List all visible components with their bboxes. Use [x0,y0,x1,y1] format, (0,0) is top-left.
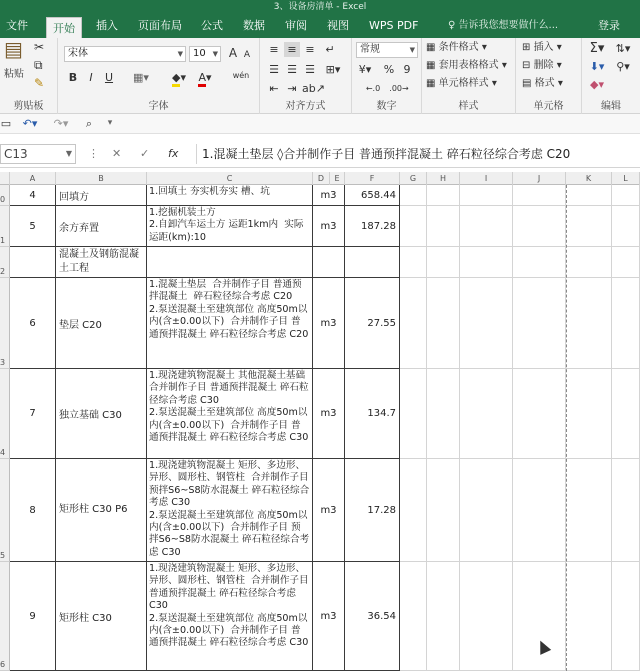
align-right-icon[interactable]: ☰ [305,63,315,76]
cell-item-no[interactable]: 9 [10,562,56,671]
percent-button[interactable]: % [383,63,395,76]
shrink-font-button[interactable]: A [243,50,251,60]
empty-cell[interactable] [566,206,612,247]
cell-item-no[interactable] [10,247,56,278]
number-format-select[interactable] [356,42,418,58]
decrease-decimal-icon[interactable]: .00→ [389,84,409,93]
empty-cell[interactable] [460,278,513,369]
empty-cell[interactable] [427,278,460,369]
delete-cells-label: 删除 [533,60,554,71]
align-top-icon[interactable]: ≡ [269,43,279,56]
column-header-b[interactable]: B [56,172,147,185]
clipboard-label: 剪贴板 [13,101,44,112]
cell-unit[interactable]: m3 [313,562,345,671]
cell-quantity[interactable]: 17.28 [345,459,400,562]
column-header-c[interactable]: C [147,172,313,185]
chevron-down-icon: ▼ [212,50,218,58]
group-clipboard [0,38,58,114]
page-break-line [566,185,567,671]
group-number [352,38,422,114]
copy-icon[interactable]: ⧉ [34,58,43,72]
cell-quantity[interactable]: 27.55 [345,278,400,369]
table-icon: ▦ [426,60,439,71]
cell-item-name[interactable]: 矩形柱 C30 [56,562,147,671]
conditional-format-icon: ▦ [426,42,439,53]
cell-styles-icon: ▦ [426,78,439,89]
empty-cell[interactable] [566,278,612,369]
chevron-down-icon: ▼ [177,50,183,58]
cell-description[interactable]: 1.现浇建筑物混凝土 其他混凝土基础 合并制作子目 普通预拌混凝土 碎石粒径综合考虑 C30 2.泵送混凝土至建筑部位 高度50m以内(含±0.00以下) 合并制作子目 普通预拌混凝土 碎石粒径综合考虑 C30 [147,369,313,459]
tab-home[interactable]: 开始 [46,17,82,38]
tab-insert[interactable]: 插入 [96,19,118,32]
empty-cell[interactable] [460,369,513,459]
empty-cell[interactable] [612,459,640,562]
window-title: 3、设备房清单 - Excel [0,0,640,14]
align-middle-icon[interactable]: ≡ [284,42,300,57]
row-header[interactable] [0,562,10,671]
select-all-corner[interactable] [0,172,10,185]
more-icon: ⋮ [88,147,99,160]
column-headers [0,172,640,185]
row-header[interactable] [0,369,10,459]
empty-cell[interactable] [513,278,566,369]
conditional-format-button[interactable]: ▦ 条件格式 ▾ [426,42,487,53]
row-header[interactable] [0,247,10,278]
group-editing [582,38,640,114]
column-header-i[interactable]: I [460,172,513,185]
empty-cell[interactable] [566,247,612,278]
empty-cell[interactable] [513,459,566,562]
cell-item-no[interactable]: 4 [10,185,56,206]
decrease-indent-icon[interactable]: ⇤ [269,82,279,95]
tab-page-layout[interactable]: 页面布局 [138,19,182,32]
lightbulb-icon: ♀ [448,20,459,31]
column-header-e[interactable]: E [330,172,345,185]
font-color-icon[interactable]: A▾ [194,70,216,85]
align-center-icon[interactable]: ☰ [287,63,297,76]
number-label: 数字 [376,101,397,112]
ribbon [0,38,640,114]
sort-filter-icon[interactable]: ⇅▾ [615,42,631,55]
cell-styles-button[interactable]: ▦ 单元格样式 ▾ [426,78,497,89]
cell-description[interactable]: 1.挖掘机装土方 2.自卸汽车运土方 运距1km内 实际运距(km):10 [147,206,313,247]
empty-cell[interactable] [427,247,460,278]
row-header[interactable] [0,185,10,206]
font-name-select[interactable] [64,46,186,62]
empty-cell[interactable] [566,185,612,206]
enter-icon[interactable]: ✓ [140,147,150,160]
italic-button[interactable]: I [89,71,93,84]
undo-icon[interactable]: ↶▾ [22,117,38,130]
chevron-down-icon: ▼ [409,46,415,54]
cell-quantity[interactable]: 658.44 [345,185,400,206]
row-header[interactable] [0,459,10,562]
column-header-l[interactable]: L [612,172,640,185]
cell-unit[interactable]: m3 [313,459,345,562]
empty-cell[interactable] [612,185,640,206]
empty-cell[interactable] [400,459,427,562]
editing-label: 编辑 [601,101,621,112]
row-number: 3 [0,358,6,367]
cell-item-no[interactable]: 7 [10,369,56,459]
redo-icon[interactable]: ↷▾ [53,117,69,130]
fill-icon[interactable]: ⬇▾ [589,60,605,73]
cell-item-name[interactable]: 混凝土及钢筋混凝土工程 [56,247,147,278]
ribbon-tabs [0,14,640,38]
cell-quantity[interactable]: 36.54 [345,562,400,671]
cell-unit[interactable]: m3 [313,278,345,369]
empty-cell[interactable] [427,369,460,459]
cell-item-no[interactable]: 6 [10,278,56,369]
row-number: 6 [0,660,6,669]
delete-icon: ⊟ [522,60,534,71]
row-number: 0 [0,195,6,204]
bold-button[interactable]: B [68,71,78,84]
font-name-value: 宋体 [68,48,88,59]
font-size-select[interactable] [189,46,221,62]
format-as-table-label: 套用表格格式 [438,60,499,71]
empty-cell[interactable] [427,459,460,562]
cell-description[interactable] [147,247,313,278]
empty-cell[interactable] [612,562,640,671]
merge-center-icon[interactable]: ⊞▾ [325,63,341,76]
borders-icon[interactable]: ▦▾ [133,71,149,84]
cell-item-name[interactable]: 回填方 [56,185,147,206]
align-left-icon[interactable]: ☰ [269,63,279,76]
cell-item-name[interactable]: 余方弃置 [56,206,147,247]
empty-cell[interactable] [460,247,513,278]
empty-cell[interactable] [400,247,427,278]
styles-label: 样式 [458,101,479,112]
fill-color-icon[interactable]: ◆▾ [168,70,190,85]
tell-me-box[interactable] [448,14,558,38]
empty-cell[interactable] [513,206,566,247]
format-icon: ▤ [522,78,535,89]
font-label: 字体 [148,101,169,112]
column-header-d[interactable]: D [313,172,330,185]
empty-cell[interactable] [427,185,460,206]
cancel-icon[interactable]: ✕ [112,147,122,160]
worksheet-grid[interactable] [0,185,640,671]
empty-cell[interactable] [460,459,513,562]
cut-icon[interactable]: ✂ [34,40,45,54]
orientation-icon[interactable]: ab↗ [302,82,325,95]
row-header[interactable] [0,206,10,247]
cell-quantity[interactable]: 134.7 [345,369,400,459]
cell-unit[interactable]: m3 [313,206,345,247]
cell-styles-label: 单元格样式 [438,78,489,89]
wrap-text-icon[interactable]: ↵ [325,43,335,56]
format-cells-label: 格式 [534,78,555,89]
group-font [58,38,260,114]
clear-icon[interactable]: ◆▾ [590,78,604,91]
font-size-value: 10 [193,48,206,59]
empty-cell[interactable] [566,562,612,671]
insert-cells-label: 插入 [533,42,554,53]
group-alignment [260,38,352,114]
format-painter-icon[interactable]: ✎ [34,76,45,90]
cell-description[interactable]: 1.回填土 夯实机夯实 槽、坑 [147,185,313,206]
cell-description[interactable]: 1.现浇建筑物混凝土 矩形、多边形、异形、圆形柱、钢管柱 合并制作子目 普通预拌混凝土 碎石粒径综合考虑 C30 2.泵送混凝土至建筑部位 高度50m以内(含±0.00以下) 合并制作子目 普通预拌混凝土 碎石粒径综合考虑 C30 [147,562,313,671]
column-header-a[interactable]: A [10,172,56,185]
group-cells [516,38,582,114]
formula-bar [0,140,640,168]
row-number: 2 [0,267,6,276]
empty-cell[interactable] [427,562,460,671]
empty-cell[interactable] [566,459,612,562]
empty-cell[interactable] [460,206,513,247]
autosum-icon[interactable]: Σ▾ [589,41,605,56]
empty-cell[interactable] [460,185,513,206]
increase-decimal-icon[interactable]: ←.0 [365,84,381,93]
underline-button[interactable]: U [104,71,114,84]
empty-cell[interactable] [513,185,566,206]
cell-description[interactable]: 1.现浇建筑物混凝土 矩形、多边形、异形、圆形柱、钢管柱 合并制作子目 预拌S6~S8防水混凝土 碎石粒径综合考虑 C30 2.泵送混凝土至建筑部位 高度50m以内(含±0.00以下) 合并制作子目 预拌S6~S8防水混凝土 碎石粒径综合考虑 C30 [147,459,313,562]
name-box[interactable] [0,144,76,164]
print-preview-icon[interactable]: ⌕ [85,117,93,130]
empty-cell[interactable] [513,247,566,278]
delete-cells-button[interactable]: ⊟ 删除 ▾ [522,60,562,71]
number-format-value: 常规 [360,44,380,55]
column-header-h[interactable]: H [427,172,460,185]
empty-cell[interactable] [400,206,427,247]
insert-cells-button[interactable]: ⊞ 插入 ▾ [522,42,562,53]
find-select-icon[interactable]: ⚲▾ [616,60,630,73]
name-box-value: C13 [4,147,28,161]
empty-cell[interactable] [566,369,612,459]
row-number: 5 [0,551,6,560]
cell-quantity[interactable] [345,247,400,278]
tab-view[interactable]: 视图 [327,19,349,32]
tab-review[interactable]: 审阅 [285,19,307,32]
tab-formulas[interactable]: 公式 [201,19,223,32]
customize-qat-icon[interactable]: ▾ [107,118,113,128]
cell-item-no[interactable]: 8 [10,459,56,562]
row-number: 4 [0,448,6,457]
cell-item-name[interactable]: 矩形柱 C30 P6 [56,459,147,562]
quick-access-toolbar [0,114,640,134]
login-button[interactable]: 登录 [598,19,620,32]
empty-cell[interactable] [612,247,640,278]
comma-button[interactable]: 9 [403,63,411,76]
tab-data[interactable]: 数据 [243,19,265,32]
cell-description[interactable]: 1.混凝土垫层 合并制作子目 普通预拌混凝土 碎石粒径综合考虑 C20 2.泵送混凝土至建筑部位 高度50m以内(含±0.00以下) 合并制作子目 普通预拌混凝土 碎石粒径综合考虑 C20 [147,278,313,369]
tab-wps-pdf[interactable]: WPS PDF [369,19,419,32]
empty-cell[interactable] [400,369,427,459]
column-header-g[interactable]: G [400,172,427,185]
column-header-f[interactable]: F [345,172,400,185]
cell-item-no[interactable]: 5 [10,206,56,247]
cell-unit[interactable]: m3 [313,185,345,206]
paste-icon[interactable]: ▤ [4,37,23,61]
increase-indent-icon[interactable]: ⇥ [287,82,297,95]
format-cells-button[interactable]: ▤ 格式 ▾ [522,78,563,89]
phonetic-button[interactable]: wén [232,71,250,80]
empty-cell[interactable] [427,206,460,247]
cell-quantity[interactable]: 187.28 [345,206,400,247]
row-header[interactable] [0,278,10,369]
paste-button[interactable]: 粘贴 [4,69,24,80]
empty-cell[interactable] [612,278,640,369]
insert-function-button[interactable]: fx [168,147,179,160]
formula-input[interactable]: 1.混凝土垫层 ◊合并制作子目 普通预拌混凝土 碎石粒径综合考虑 C20 [196,144,636,164]
format-as-table-button[interactable]: ▦ 套用表格格式 ▾ [426,60,507,71]
chevron-down-icon: ▼ [65,149,72,158]
empty-cell[interactable] [612,206,640,247]
empty-cell[interactable] [400,562,427,671]
currency-icon[interactable]: ¥▾ [358,63,372,76]
empty-cell[interactable] [400,185,427,206]
save-icon[interactable]: ▭ [0,117,12,130]
insert-icon: ⊞ [522,42,534,53]
alignment-label: 对齐方式 [285,101,326,112]
cell-unit[interactable] [313,247,345,278]
empty-cell[interactable] [460,562,513,671]
cells-label: 单元格 [533,101,564,112]
column-header-j[interactable]: J [513,172,566,185]
grow-font-button[interactable]: A [228,46,238,60]
align-bottom-icon[interactable]: ≡ [305,43,315,56]
tell-me-text: 告诉我您想要做什么... [458,20,559,31]
cell-item-name[interactable]: 独立基础 C30 [56,369,147,459]
empty-cell[interactable] [400,278,427,369]
tab-file[interactable]: 文件 [6,19,28,32]
empty-cell[interactable] [513,369,566,459]
conditional-format-label: 条件格式 [438,42,479,53]
cell-item-name[interactable]: 垫层 C20 [56,278,147,369]
column-header-k[interactable]: K [566,172,612,185]
cell-unit[interactable]: m3 [313,369,345,459]
group-styles [422,38,516,114]
empty-cell[interactable] [612,369,640,459]
row-number: 1 [0,236,6,245]
